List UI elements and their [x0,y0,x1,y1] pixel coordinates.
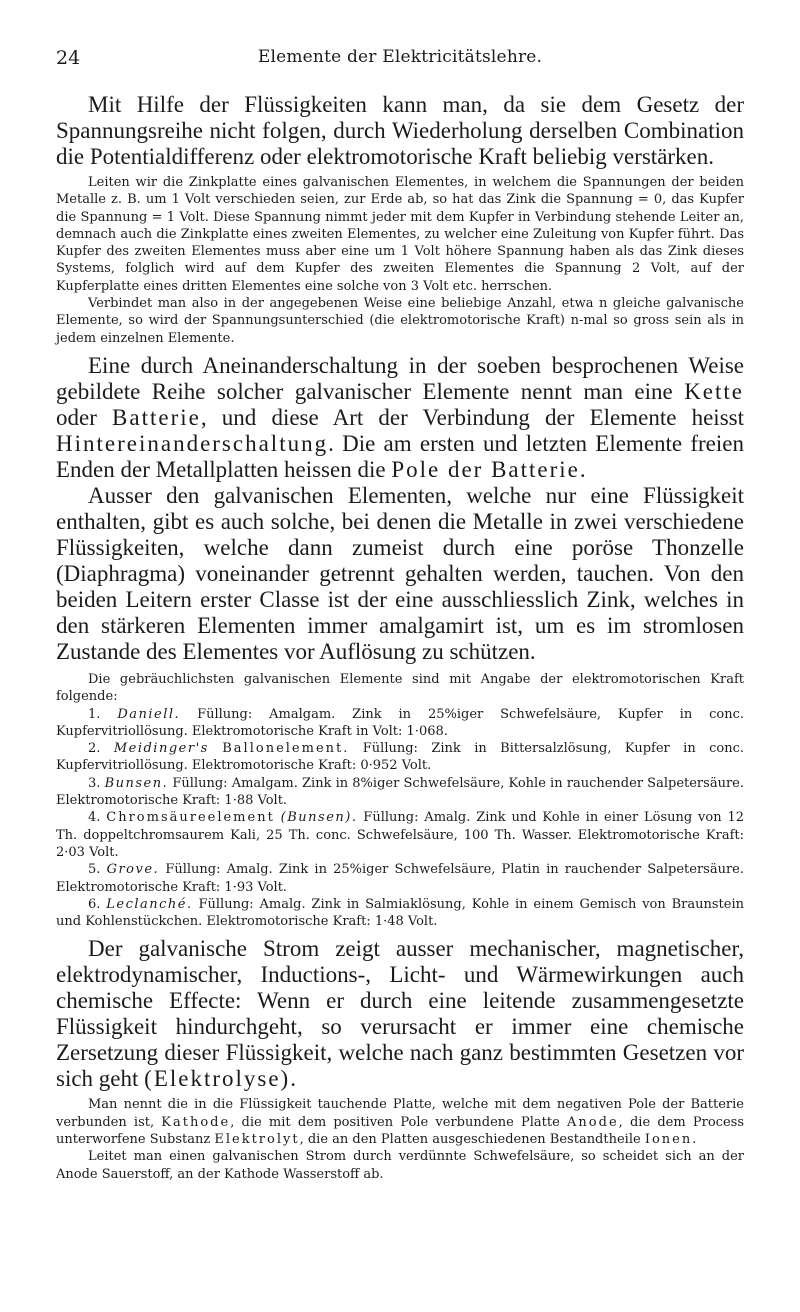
paragraph-battery: Eine durch Aneinanderschaltung in der soeben besprochenen Weise gebildete Reihe solcher galvanischer Elemente nennt man eine Kette oder Batterie, und diese Art der Verbindung der Elemente heisst Hintereinanderschaltung. Die am ersten und letzten Elemente freien Enden der Metallplatten heissen die Pole der Batterie. [56,352,744,482]
note-n-elements: Verbindet man also in der angegebenen Weise eine beliebige Anzahl, etwa n gleiche galvanische Elemente, so wird der Spannungsunterschied (die elektromotorische Kraft) n-mal so gross sein als in jedem einzelnen Elemente. [56,296,744,346]
list-item: 3. Bunsen. Füllung: Amalgam. Zink in 8%iger Schwefelsäure, Kohle in rauchender Salpetersäure. Elektromotorische Kraft: 1·88 Volt. [56,775,744,809]
page-header [56,47,744,77]
list-item: 2. Meidinger's Ballonelement. Füllung: Zink in Bittersalzlösung, Kupfer in conc. Kupfervitriollösung. Elektromotorische Kraft: 0·952 Volt. [56,741,744,774]
page-body [56,92,744,1183]
list-item: 1. Daniell. Füllung: Amalgam. Zink in 25%iger Schwefelsäure, Kupfer in conc. Kupfervitriollösung. Elektromotorische Kraft in Volt: 1·068. [56,706,744,739]
paragraph-two-liquids: Ausser den galvanischen Elementen, welche nur eine Flüssigkeit enthalten, gibt es auch solche, bei denen die Metalle in zwei verschiedene Flüssigkeiten, welche dann zumeist durch eine poröse Thonzelle (Diaphragma) voneinander getrennt gehalten werden, tauchen. Von den beiden Leitern erster Classe ist der eine ausschliesslich Zink, welches in den stärkeren Elementen immer amalgamirt ist, um es im stromlosen Zustande des Elementes vor Auflösung zu schützen. [56,482,744,664]
note-series-explanation: Leiten wir die Zinkplatte eines galvanischen Elementes, in welchem die Spannungen der beiden Metalle z. B. um 1 Volt verschieden seien, zur Erde ab, so hat das Zink die Spannung = 0, das Kupfer die Spannung = 1 Volt. Diese Spannung nimmt jeder mit dem Kupfer in Verbindung stehende Leiter an, demnach auch die Zinkplatte eines zweiten Elementes, zu welcher eine Zuleitung von Kupfer führt. Das Kupfer des zweiten Elementes muss aber eine um 1 Volt höhere Spannung haben als das Zink dieses Systems, folglich wird auf dem Kupfer des zweiten Elementes die Spannung 2 Volt, auf der Kupferplatte eines dritten Elementes eine solche von 3 Volt etc. herrschen. [56,175,744,294]
term-batterie: Batterie [112,404,201,430]
running-title: Elemente der Elektricitätslehre. [257,47,543,67]
term-anode: Anode [567,1114,619,1130]
list-item: 5. Grove. Füllung: Amalg. Zink in 25%iger Schwefelsäure, Platin in rauchender Salpetersäure. Elektromotorische Kraft: 1·93 Volt. [56,862,744,895]
list-intro: Die gebräuchlichsten galvanischen Elemente sind mit Angabe der elektromotorischen Kraft folgende: [56,671,744,705]
paragraph-electrolysis: Der galvanische Strom zeigt ausser mechanischer, magnetischer, elektrodynamischer, Inductions-, Licht- und Wärmewirkungen auch chemische Effecte: Wenn er durch eine leitende zusammengesetzte Flüssigkeit hindurchgeht, so verursacht er immer eine chemische Zersetzung dieser Flüssigkeit, welche nach ganz bestimmten Gesetzen vor sich geht (Elektrolyse). [56,936,744,1092]
note-sulfuric-acid: Leitet man einen galvanischen Strom durch verdünnte Schwefelsäure, so scheidet sich an der Anode Sauerstoff, an der Kathode Wasserstoff ab. [56,1149,744,1182]
term-ionen: Ionen [644,1132,693,1148]
paragraph-potential: Mit Hilfe der Flüssigkeiten kann man, da sie dem Gesetz der Spannungsreihe nicht folgen, durch Wiederholung derselben Combination die Potentialdifferenz oder elektromotorische Kraft beliebig verstärken. [56,92,744,169]
term-pole: Pole der Batterie [391,456,580,482]
term-elektrolyse: (Elektrolyse) [144,1066,291,1092]
term-hintereinanderschaltung: Hintereinanderschaltung [56,430,329,456]
elements-list [56,671,744,930]
list-item: 4. Chromsäureelement (Bunsen). Füllung: Amalg. Zink und Kohle in einer Lösung von 12 Th. doppeltchromsaurem Kali, 25 Th. conc. Schwefelsäure, 100 Th. Wasser. Elektromotorische Kraft: 2·03 Volt. [56,810,744,860]
term-kathode: Kathode [161,1114,231,1130]
term-kette: Kette [684,378,744,404]
list-item: 6. Leclanché. Füllung: Amalg. Zink in Salmiaklösung, Kohle in einem Gemisch von Braunstein und Kohlenstückchen. Elektromotorische Kraft: 1·48 Volt. [56,896,744,930]
page-number: 24 [56,47,81,69]
note-electrodes: Man nennt die in die Flüssigkeit tauchende Platte, welche mit dem negativen Pole der Batterie verbunden ist, Kathode, die mit dem positiven Pole verbundene Platte Anode, die dem Process unterworfene Substanz Elektrolyt, die an den Platten ausgeschiedenen Bestandtheile Ionen. [56,1097,744,1148]
term-elektrolyt: Elektrolyt [214,1132,300,1148]
